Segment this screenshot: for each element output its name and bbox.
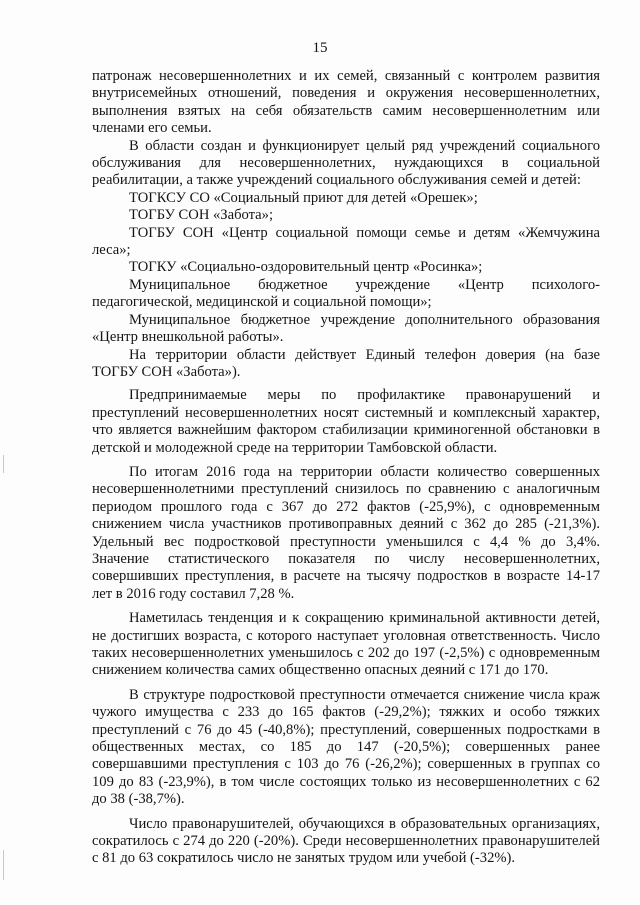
paragraph-institutions-intro: В области создан и функционирует целый ряд учреждений социального обслуживания для несовершеннолетних, нуждающихся в социальной реабилитации, а также учреждений социального обслуживания семей и детей:	[92, 137, 600, 189]
page-number: 15	[312, 40, 328, 56]
scan-edge-mark	[3, 455, 4, 473]
paragraph-crime-structure: В структуре подростковой преступности отмечается снижение числа краж чужого имущества с 233 до 165 фактов (-29,2%); тяжких и особо тяжких преступлений с 76 до 45 (-40,8%); преступлений, совершенных подростками в общественных местах, со 185 до 147 (-20,5%); совершенных ранее совершавшими преступления с 103 до 76 (-26,2%); совершенных в группах со 109 до 83 (-23,9%), в том числе состоящих только из несовершеннолетних с 62 до 38 (-38,7%).	[92, 686, 600, 808]
list-item-extracurricular: Муниципальное бюджетное учреждение дополнительного образования «Центр внешкольной работы».	[92, 311, 600, 346]
paragraph-students: Число правонарушителей, обучающихся в образовательных организациях, сократилось с 274 до 220 (-20%). Среди несовершеннолетних правонарушителей с 81 до 63 сократилось число не занятых трудом или учебой (-32%).	[92, 815, 600, 867]
list-item-psych-center: Муниципальное бюджетное учреждение «Центр психолого-педагогической, медицинской и социальной помощи»;	[92, 276, 600, 311]
list-item-zabota: ТОГБУ СОН «Забота»;	[129, 207, 274, 224]
list-item-zhemchuzhina: ТОГБУ СОН «Центр социальной помощи семье и детям «Жемчужина леса»;	[92, 224, 600, 259]
paragraph-under-age: Наметилась тенденция и к сокращению криминальной активности детей, не достигших возраста, с которого наступает уголовная ответственность. Число таких несовершеннолетних уменьшилось с 202 до 197 (-2,5%) с одновременным снижением количества самих общественно опасных деяний с 171 до 170.	[92, 610, 600, 679]
scan-edge-mark	[3, 850, 4, 880]
paragraph-2016-results: По итогам 2016 года на территории области количество совершенных несовершеннолетними преступлений снизилось по сравнению с аналогичным периодом прошлого года с 367 до 272 фактов (-25,9%), с одновременным снижением числа участников противоправных деяний с 362 до 285 (-21,3%). Удельный вес подростковой преступности уменьшился с 4,4 % до 3,4%. Значение статистического показателя по числу несовершеннолетних, совершивших преступления, в расчете на тысячу подростков в возрасте 14-17 лет в 2016 году составил 7,28 %.	[92, 463, 600, 602]
paragraph-continuation: патронаж несовершеннолетних и их семей, связанный с контролем развития внутрисемейных отношений, поведения и окружения несовершеннолетних, выполнения взятых на себя обязательств самим несовершеннолетним или членами его семьи.	[92, 68, 600, 137]
document-body	[92, 68, 600, 868]
list-item-rosinka: ТОГКУ «Социально-оздоровительный центр «Росинка»;	[129, 259, 483, 276]
paragraph-helpline: На территории области действует Единый телефон доверия (на базе ТОГБУ СОН «Забота»).	[92, 346, 600, 380]
paragraph-prevention: Предпринимаемые меры по профилактике правонарушений и преступлений несовершеннолетних носят системный и комплексный характер, что является важнейшим фактором стабилизации криминогенной обстановки в детской и молодежной среде на территории Тамбовской области.	[92, 387, 600, 456]
list-item-oreshek: ТОГКСУ СО «Социальный приют для детей «Орешек»;	[129, 189, 478, 206]
